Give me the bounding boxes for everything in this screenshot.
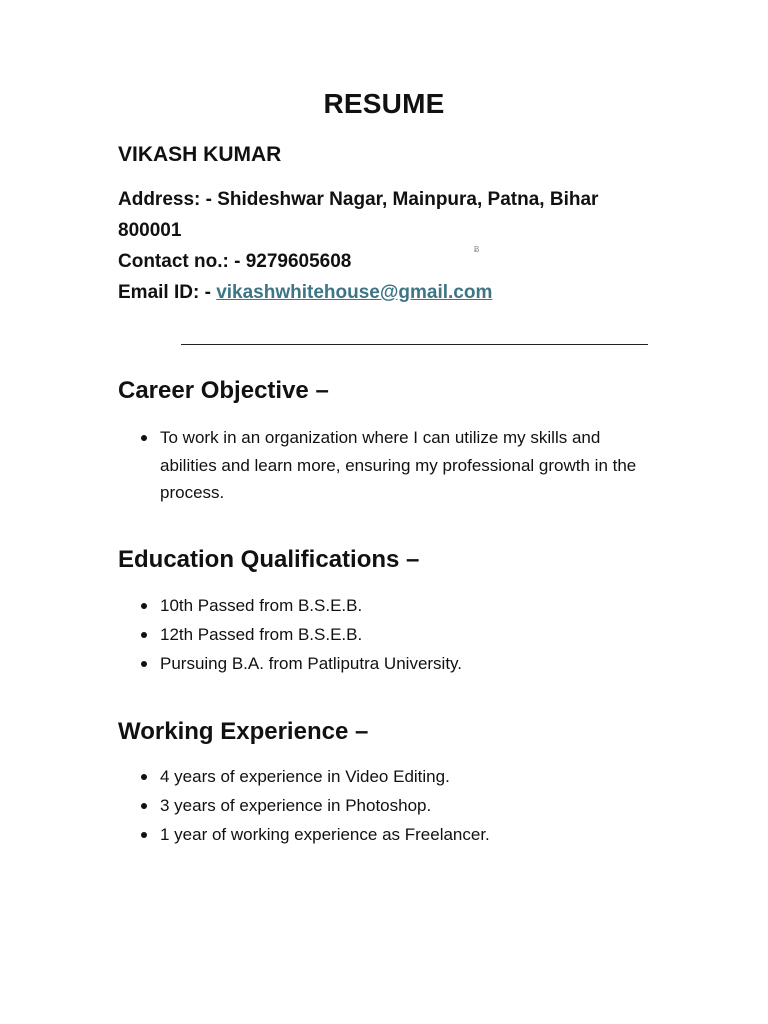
- page-title: RESUME: [323, 88, 445, 119]
- list-item: [118, 821, 648, 849]
- bullet-icon: [141, 603, 147, 609]
- list-item-text: To work in an organization where I can utilize my skills and abilities and learn more, ensuring my professional growth in the process.: [160, 428, 637, 502]
- bullet-icon: [141, 435, 147, 441]
- bullet-icon: [141, 661, 147, 667]
- email-link[interactable]: vikashwhitehouse@gmail.com: [216, 282, 493, 303]
- address-line: [118, 184, 648, 246]
- list-item: [118, 650, 648, 678]
- experience-list: [118, 763, 648, 850]
- contact-line: [118, 246, 648, 277]
- bullet-icon: [141, 803, 147, 809]
- list-item-text: 10th Passed from B.S.E.B.: [160, 596, 363, 615]
- address-label: Address: -: [118, 189, 218, 210]
- stray-mark: Ƀ: [474, 245, 480, 254]
- list-item-text: 4 years of experience in Video Editing.: [160, 767, 450, 786]
- career-objective-list: [118, 424, 648, 508]
- section-divider: [181, 344, 648, 345]
- contact-block: [118, 184, 648, 308]
- list-item: [118, 424, 648, 507]
- contact-label: Contact no.: -: [118, 251, 246, 272]
- bullet-icon: [141, 774, 147, 780]
- list-item-text: 1 year of working experience as Freelancer.: [160, 825, 490, 844]
- bullet-icon: [141, 832, 147, 838]
- experience-heading: Working Experience –: [118, 718, 369, 745]
- list-item-text: 12th Passed from B.S.E.B.: [160, 625, 363, 644]
- email-line: [118, 277, 648, 308]
- contact-value: 9279605608: [245, 251, 352, 272]
- address-value: Shideshwar Nagar, Mainpura, Patna, Bihar 800001: [118, 189, 599, 241]
- list-item-text: Pursuing B.A. from Patliputra University.: [160, 654, 463, 673]
- education-list: [118, 592, 648, 679]
- candidate-name: VIKASH KUMAR: [118, 143, 282, 166]
- email-label: Email ID: -: [118, 282, 217, 303]
- list-item: [118, 621, 648, 649]
- list-item: [118, 592, 648, 620]
- list-item: [118, 792, 648, 820]
- education-heading: Education Qualifications –: [118, 546, 420, 573]
- bullet-icon: [141, 632, 147, 638]
- career-objective-heading: Career Objective –: [118, 377, 329, 404]
- list-item-text: 3 years of experience in Photoshop.: [160, 796, 432, 815]
- list-item: [118, 763, 648, 791]
